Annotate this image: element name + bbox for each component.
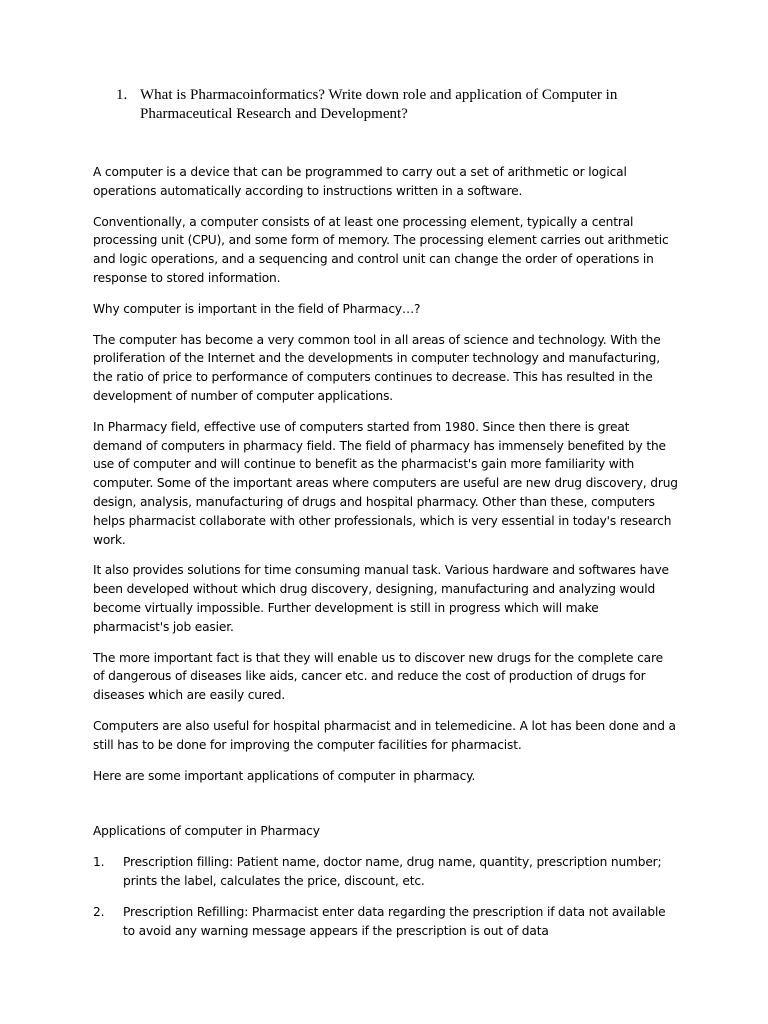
application-item [93, 903, 678, 941]
application-number: 1. [93, 855, 105, 870]
application-text: Prescription Refilling: Pharmacist enter data regarding the prescription if data not available to avoid any warning message appears if the prescription is out of data [123, 904, 666, 938]
paragraph-solutions: It also provides solutions for time consuming manual task. Various hardware and softwares have been developed without which drug discovery, designing, manufacturing and analyzing would become virtually impossible. Further development is still in progress which will make pharmacist's job easier. [93, 563, 669, 634]
paragraph-computer-components: Conventionally, a computer consists of at least one processing element, typically a central processing unit (CPU), and some form of memory. The processing element carries out arithmetic and logic operations, and a sequencing and control unit can change the order of operations in response to stored information. [93, 214, 669, 285]
answer-body [93, 163, 678, 952]
paragraph-hospital-pharmacist: Computers are also useful for hospital pharmacist and in telemedicine. A lot has been done and a still has to be done for improving the computer facilities for pharmacist. [93, 718, 676, 752]
applications-heading: Applications of computer in Pharmacy [93, 824, 320, 839]
question-text: What is Pharmacoinformatics? Write down role and application of Computer in Pharmaceutical Research and Development? [140, 87, 618, 122]
question-item [116, 86, 676, 124]
application-number: 2. [93, 904, 105, 919]
paragraph-important-fact: The more important fact is that they will enable us to discover new drugs for the complete care of dangerous of diseases like aids, cancer etc. and reduce the cost of production of drugs for diseases which are easily cured. [93, 650, 663, 703]
paragraph-common-tool: The computer has become a very common tool in all areas of science and technology. With the proliferation of the Internet and the developments in computer technology and manufacturing, the ratio of price to performance of computers continues to decrease. This has resulted in the development of number of computer applications. [93, 332, 661, 403]
application-item [93, 853, 678, 891]
paragraph-computer-definition: A computer is a device that can be programmed to carry out a set of arithmetic or logical operations automatically according to instructions written in a software. [93, 165, 627, 198]
paragraph-applications-intro: Here are some important applications of computer in pharmacy. [93, 768, 476, 783]
paragraph-pharmacy-field: In Pharmacy field, effective use of computers started from 1980. Since then there is great demand of computers in pharmacy field. The field of pharmacy has immensely benefited by the use of computer and will continue to benefit as the pharmacist's gain more familiarity with computer. Some of the important areas where computers are useful are new drug discovery, drug design, analysis, manufacturing of drugs and hospital pharmacy. Other than these, computers helps pharmacist collaborate with other professionals, which is very essential in today's research work. [93, 419, 678, 547]
question-number: 1. [116, 87, 128, 103]
paragraph-why-important: Why computer is important in the field of Pharmacy…? [93, 301, 421, 316]
application-text: Prescription filling: Patient name, doctor name, drug name, quantity, prescription number; prints the label, calculates the price, discount, etc. [123, 855, 662, 888]
